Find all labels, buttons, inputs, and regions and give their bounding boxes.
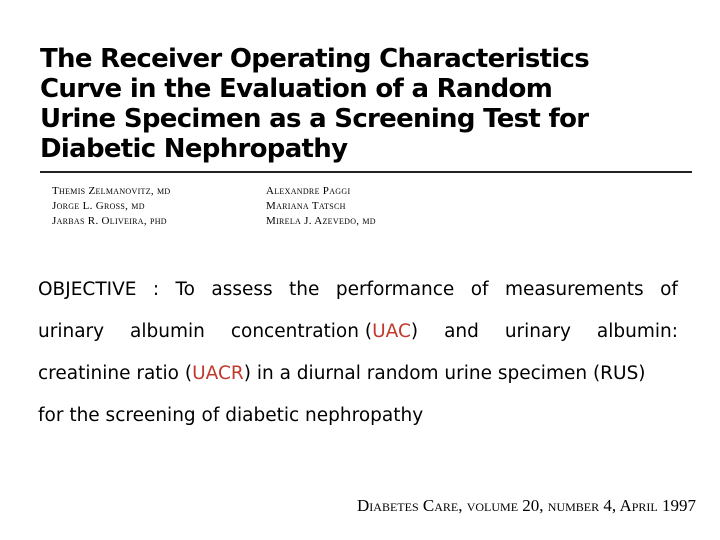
close-paren: ) <box>410 321 419 342</box>
word: the <box>289 279 320 300</box>
word: performance <box>335 279 455 300</box>
open-paren: ( <box>364 321 373 342</box>
word: urinary <box>38 321 105 342</box>
title-line: Urine Specimen as a Screening Test for <box>40 104 589 134</box>
author-name: Jorge L. Gross, md <box>52 200 145 212</box>
word: measurements <box>504 279 644 300</box>
word-group <box>231 311 418 353</box>
word: of <box>660 279 678 300</box>
objective-label: OBJECTIVE <box>38 279 137 300</box>
word: albumin <box>130 321 205 342</box>
word: urinary <box>504 321 571 342</box>
word: concentration <box>230 321 359 342</box>
journal-citation: Diabetes Care, volume 20, number 4, April 1997 <box>357 496 696 515</box>
text-segment: ) in a diurnal random urine specimen (RUS) <box>243 363 646 384</box>
author-list-left <box>52 184 171 229</box>
word: albumin: <box>596 321 678 342</box>
objective-line-1 <box>38 269 678 311</box>
title-line: Diabetic Nephropathy <box>40 134 348 164</box>
author-name: Jarbas R. Oliveira, phd <box>52 215 167 227</box>
uac-abbreviation: UAC <box>372 321 411 342</box>
word: assess <box>211 279 273 300</box>
objective-line-3 <box>38 353 678 395</box>
text-segment: creatinine ratio ( <box>38 363 193 384</box>
author-name: Alexandre Paggi <box>266 185 351 197</box>
word: To <box>175 279 195 300</box>
author-name: Mirela J. Azevedo, md <box>266 215 376 227</box>
title-line: Curve in the Evaluation of a Random <box>40 74 553 104</box>
objective-separator: : <box>152 279 160 300</box>
word: and <box>444 321 479 342</box>
title-line: The Receiver Operating Characteristics <box>40 44 590 74</box>
author-name: Themis Zelmanovitz, md <box>52 185 171 197</box>
objective-paragraph <box>38 269 678 437</box>
objective-line-2 <box>38 311 678 353</box>
word: of <box>470 279 489 300</box>
title-divider <box>40 171 692 173</box>
paper-title <box>40 44 680 164</box>
objective-line-4: for the screening of diabetic nephropathy <box>38 405 424 426</box>
uacr-abbreviation: UACR <box>192 363 244 384</box>
author-list-right <box>266 184 376 229</box>
author-name: Mariana Tatsch <box>266 200 346 212</box>
